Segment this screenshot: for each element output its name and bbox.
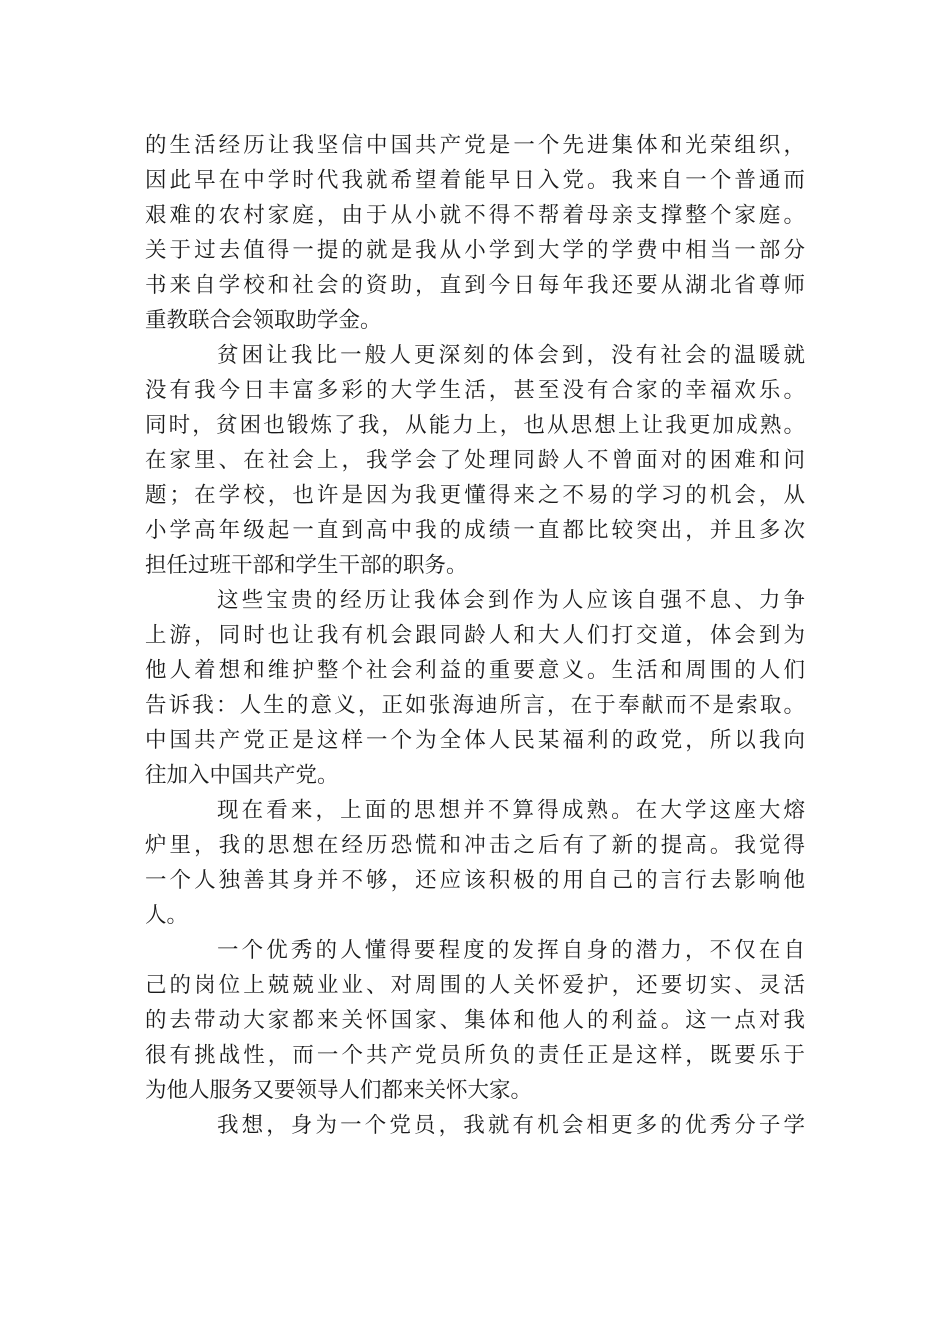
paragraph-3 xyxy=(145,583,805,793)
paragraph-4 xyxy=(145,793,805,933)
text-line: 书来自学校和社会的资助，直到今日每年我还要从湖北省尊师 xyxy=(145,273,805,298)
text-line: 艰难的农村家庭，由于从小就不得不帮着母亲支撑整个家庭。 xyxy=(145,203,805,228)
text-line: 小学高年级起一直到高中我的成绩一直都比较突出，并且多次 xyxy=(145,518,805,543)
text-line: 上游，同时也让我有机会跟同龄人和大人们打交道，体会到为 xyxy=(145,623,805,648)
text-line: 人。 xyxy=(145,903,189,928)
text-line: 己的岗位上兢兢业业、对周围的人关怀爱护，还要切实、灵活 xyxy=(145,973,805,998)
text-line: 题；在学校，也许是因为我更懂得来之不易的学习的机会，从 xyxy=(145,483,805,508)
paragraph-6 xyxy=(145,1108,805,1143)
text-line: 因此早在中学时代我就希望着能早日入党。我来自一个普通而 xyxy=(145,168,805,193)
text-line: 没有我今日丰富多彩的大学生活，甚至没有合家的幸福欢乐。 xyxy=(145,378,805,403)
text-line: 同时，贫困也锻炼了我，从能力上，也从思想上让我更加成熟。 xyxy=(145,413,805,438)
text-line: 关于过去值得一提的就是我从小学到大学的学费中相当一部分 xyxy=(145,238,805,263)
text-line: 告诉我：人生的意义，正如张海迪所言，在于奉献而不是索取。 xyxy=(145,693,805,718)
text-line: 他人着想和维护整个社会利益的重要意义。生活和周围的人们 xyxy=(145,658,805,683)
text-line: 往加入中国共产党。 xyxy=(145,763,339,788)
text-line: 贫困让我比一般人更深刻的体会到，没有社会的温暖就 xyxy=(217,343,805,368)
text-line: 在家里、在社会上，我学会了处理同龄人不曾面对的困难和问 xyxy=(145,448,805,473)
text-line: 很有挑战性，而一个共产党员所负的责任正是这样，既要乐于 xyxy=(145,1043,805,1068)
paragraph-5 xyxy=(145,933,805,1108)
text-line: 的去带动大家都来关怀国家、集体和他人的利益。这一点对我 xyxy=(145,1008,805,1033)
text-line: 中国共产党正是这样一个为全体人民某福利的政党，所以我向 xyxy=(145,728,805,753)
paragraph-2 xyxy=(145,338,805,583)
text-line: 这些宝贵的经历让我体会到作为人应该自强不息、力争 xyxy=(217,588,805,613)
text-line: 的生活经历让我坚信中国共产党是一个先进集体和光荣组织， xyxy=(145,133,805,158)
paragraph-1 xyxy=(145,128,805,338)
text-line: 一个人独善其身并不够，还应该积极的用自己的言行去影响他 xyxy=(145,868,805,893)
text-line: 炉里，我的思想在经历恐慌和冲击之后有了新的提高。我觉得 xyxy=(145,833,805,858)
text-line: 为他人服务又要领导人们都来关怀大家。 xyxy=(145,1078,533,1103)
text-line: 重教联合会领取助学金。 xyxy=(145,308,382,333)
text-line: 现在看来，上面的思想并不算得成熟。在大学这座大熔 xyxy=(217,798,805,823)
text-line: 一个优秀的人懂得要程度的发挥自身的潜力，不仅在自 xyxy=(217,938,805,963)
text-line: 担任过班干部和学生干部的职务。 xyxy=(145,553,468,578)
document-page xyxy=(145,128,805,1143)
text-line: 我想，身为一个党员，我就有机会相更多的优秀分子学 xyxy=(217,1113,805,1138)
